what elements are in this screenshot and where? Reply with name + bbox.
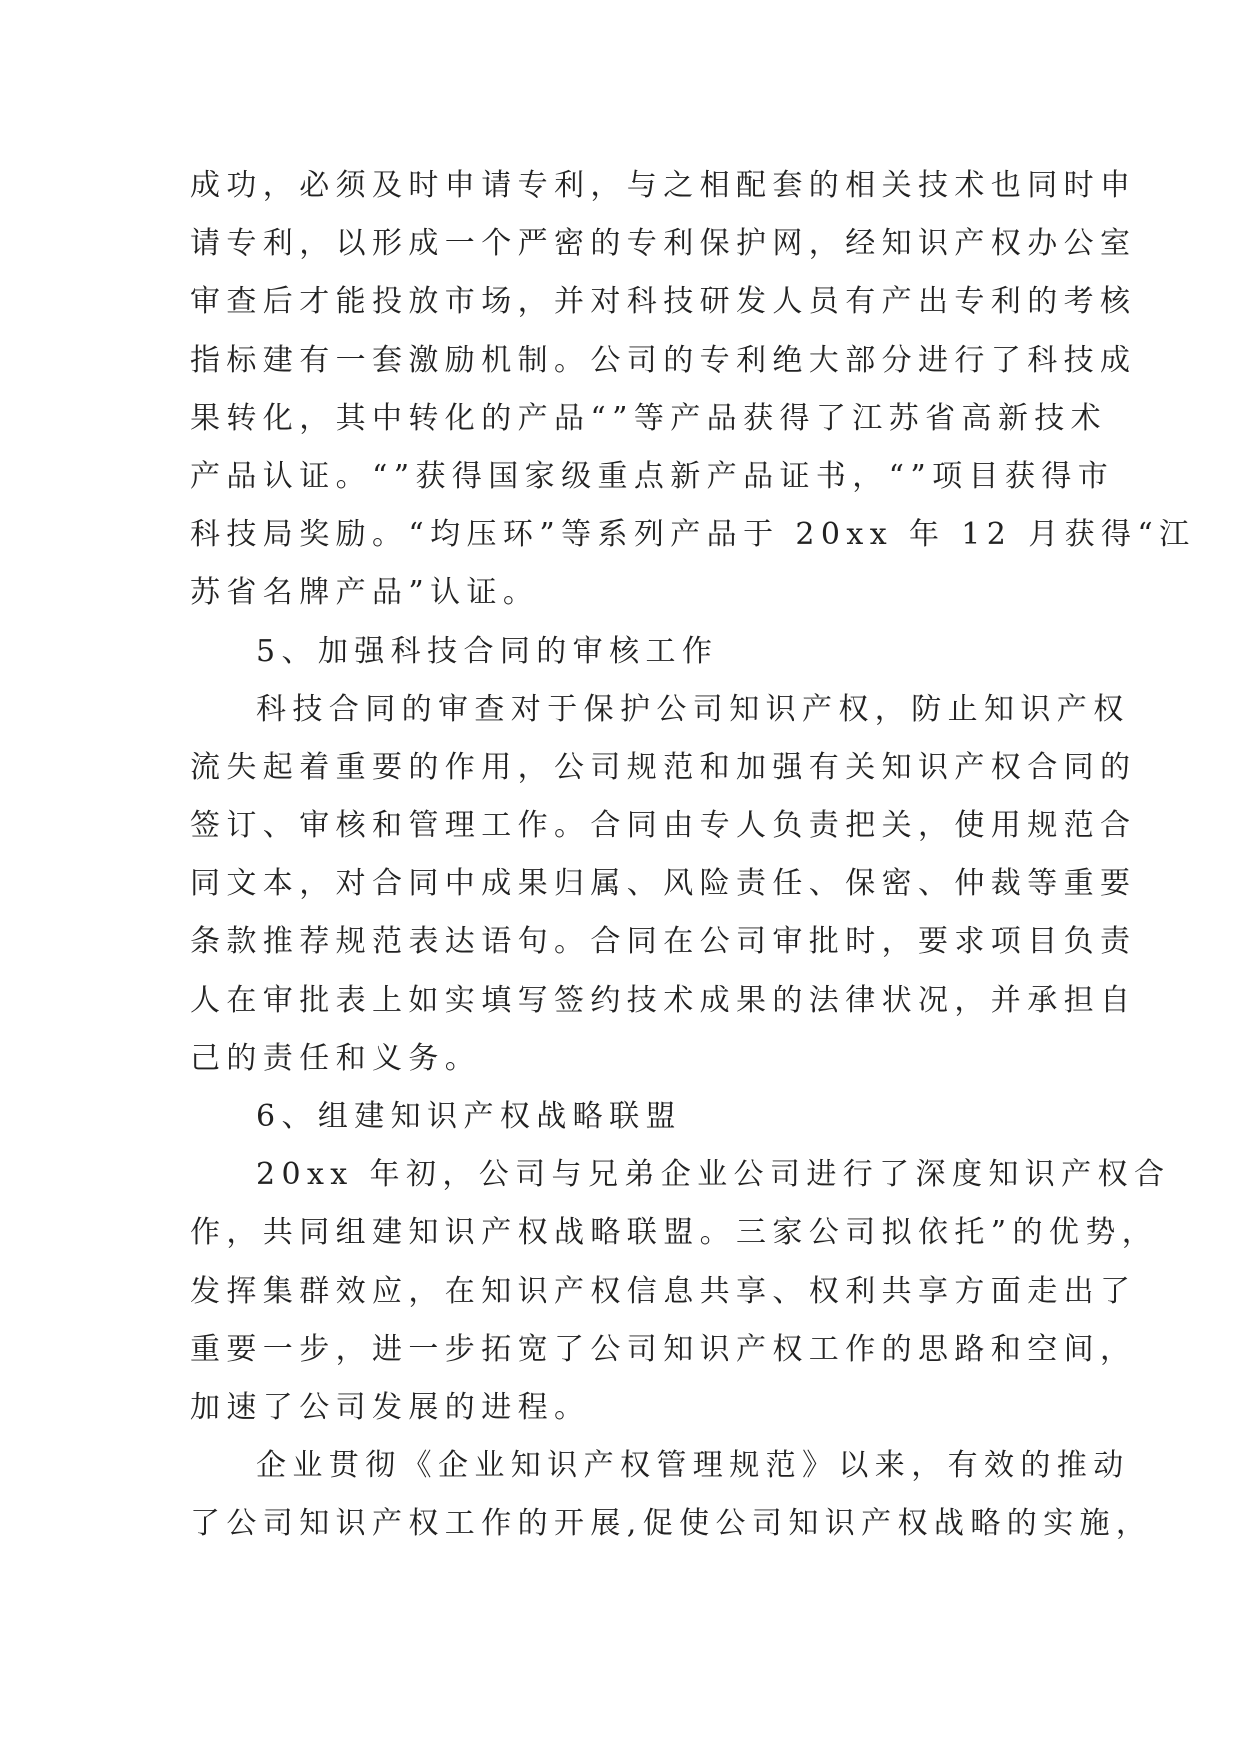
text-line: 同文本，对合同中成果归属、风险责任、保密、仲裁等重要	[190, 866, 1137, 902]
text-line: 签订、审核和管理工作。合同由专人负责把关，使用规范合	[190, 808, 1137, 844]
text-line: 科技局奖励。“均压环”等系列产品于 20xx 年 12 月获得“江	[190, 517, 1196, 553]
document-body	[190, 157, 1196, 1554]
text-line: 产品认证。“”获得国家级重点新产品证书，“”项目获得市	[190, 458, 1115, 494]
text-line: 成功，必须及时申请专利，与之相配套的相关技术也同时申	[190, 168, 1137, 203]
text-line: 条款推荐规范表达语句。合同在公司审批时，要求项目负责	[190, 924, 1137, 960]
text-line: 企业贯彻《企业知识产权管理规范》以来，有效的推动	[256, 1448, 1130, 1484]
text-line: 己的责任和义务。	[190, 1040, 482, 1076]
text-line: 5、加强科技合同的审核工作	[256, 633, 719, 669]
text-line: 20xx 年初，公司与兄弟企业公司进行了深度知识产权合	[256, 1157, 1171, 1193]
text-line: 人在审批表上如实填写签约技术成果的法律状况，并承担自	[190, 982, 1137, 1018]
text-line: 请专利，以形成一个严密的专利保护网，经知识产权办公室	[190, 226, 1137, 262]
text-line: 审查后才能投放市场，并对科技研发人员有产出专利的考核	[190, 284, 1137, 320]
text-line: 了公司知识产权工作的开展,促使公司知识产权战略的实施，	[190, 1506, 1153, 1542]
text-line: 作，共同组建知识产权战略联盟。三家公司拟依托”的优势，	[190, 1215, 1159, 1251]
text-line: 加速了公司发展的进程。	[190, 1389, 591, 1425]
text-line: 果转化，其中转化的产品“”等产品获得了江苏省高新技术	[190, 400, 1108, 436]
text-line: 发挥集群效应，在知识产权信息共享、权利共享方面走出了	[190, 1273, 1137, 1309]
text-line: 科技合同的审查对于保护公司知识产权，防止知识产权	[256, 691, 1130, 727]
text-line: 流失起着重要的作用，公司规范和加强有关知识产权合同的	[190, 749, 1137, 785]
text-line: 苏省名牌产品”认证。	[190, 575, 540, 611]
text-line: 6、组建知识产权战略联盟	[256, 1099, 682, 1134]
text-line: 重要一步，进一步拓宽了公司知识产权工作的思路和空间，	[190, 1331, 1137, 1367]
text-line: 指标建有一套激励机制。公司的专利绝大部分进行了科技成	[190, 342, 1137, 378]
